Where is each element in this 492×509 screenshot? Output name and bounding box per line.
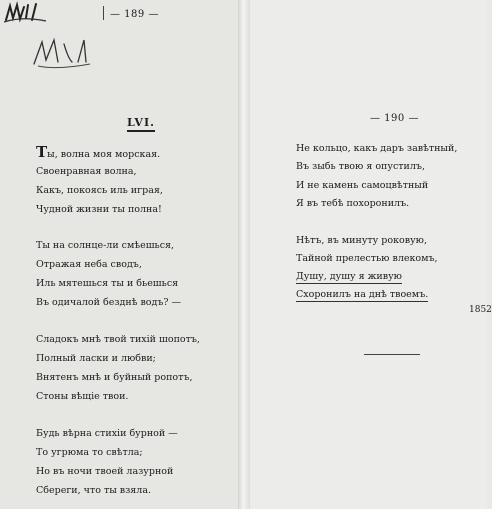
poem-line: Отражая неба сводъ, bbox=[36, 259, 142, 270]
poem-line: Въ одичалой безднѣ водъ? — bbox=[36, 297, 182, 308]
page-number-left: — 189 — bbox=[110, 9, 159, 20]
page-number-right: — 190 — bbox=[370, 113, 419, 124]
poem-line: Будь вѣрна стихіи бурной — bbox=[36, 428, 178, 439]
poem-line: Нѣтъ, въ минуту роковую, bbox=[296, 235, 427, 246]
poem-line: Чудной жизни ты полна! bbox=[36, 204, 162, 215]
handwritten-mark-middle bbox=[28, 36, 98, 70]
poem-line: Стоны вѣщіе твои. bbox=[36, 391, 129, 402]
poem-line: Полный ласки и любви; bbox=[36, 353, 156, 364]
handwritten-mark-top bbox=[2, 2, 50, 24]
poem-line: Своенравная волна, bbox=[36, 166, 137, 177]
poem-line bbox=[296, 271, 402, 283]
poem-heading: LVI. bbox=[127, 116, 155, 132]
margin-date: 1852 bbox=[469, 305, 492, 315]
poem-line: Но въ ночи твоей лазурной bbox=[36, 466, 174, 477]
poem-line: Не кольцо, какъ даръ завѣтный, bbox=[296, 143, 458, 154]
poem-line: Иль мятешься ты и бьешься bbox=[36, 278, 179, 289]
underlined-text: Схоронилъ на днѣ твоемъ. bbox=[296, 289, 429, 300]
poem-line: Внятенъ мнѣ и буйный ропотъ, bbox=[36, 372, 193, 383]
poem-line: Тайной прелестью влекомъ, bbox=[296, 253, 438, 264]
section-divider bbox=[364, 354, 420, 355]
poem-line: Сбереги, что ты взяла. bbox=[36, 485, 152, 496]
poem-line: Какъ, покоясь иль играя, bbox=[36, 185, 163, 196]
book-gutter bbox=[238, 0, 250, 509]
poem-line: Сладокъ мнѣ твой тихій шопотъ, bbox=[36, 334, 200, 345]
poem-line: Ты на солнце-ли смѣешься, bbox=[36, 240, 175, 251]
underlined-text: Душу, душу я живую bbox=[296, 271, 402, 282]
poem-line: Ты, волна моя морская. bbox=[36, 143, 161, 161]
poem-line: Въ зыбь твою я опустилъ, bbox=[296, 161, 425, 172]
drop-cap: Т bbox=[36, 143, 48, 161]
poem-line: То угрюма то свѣтла; bbox=[36, 447, 143, 458]
poem-line: Я въ тебѣ похоронилъ. bbox=[296, 198, 410, 209]
poem-line: И не камень самоцвѣтный bbox=[296, 180, 429, 191]
poem-line bbox=[296, 289, 428, 301]
pencil-mark bbox=[103, 6, 104, 20]
